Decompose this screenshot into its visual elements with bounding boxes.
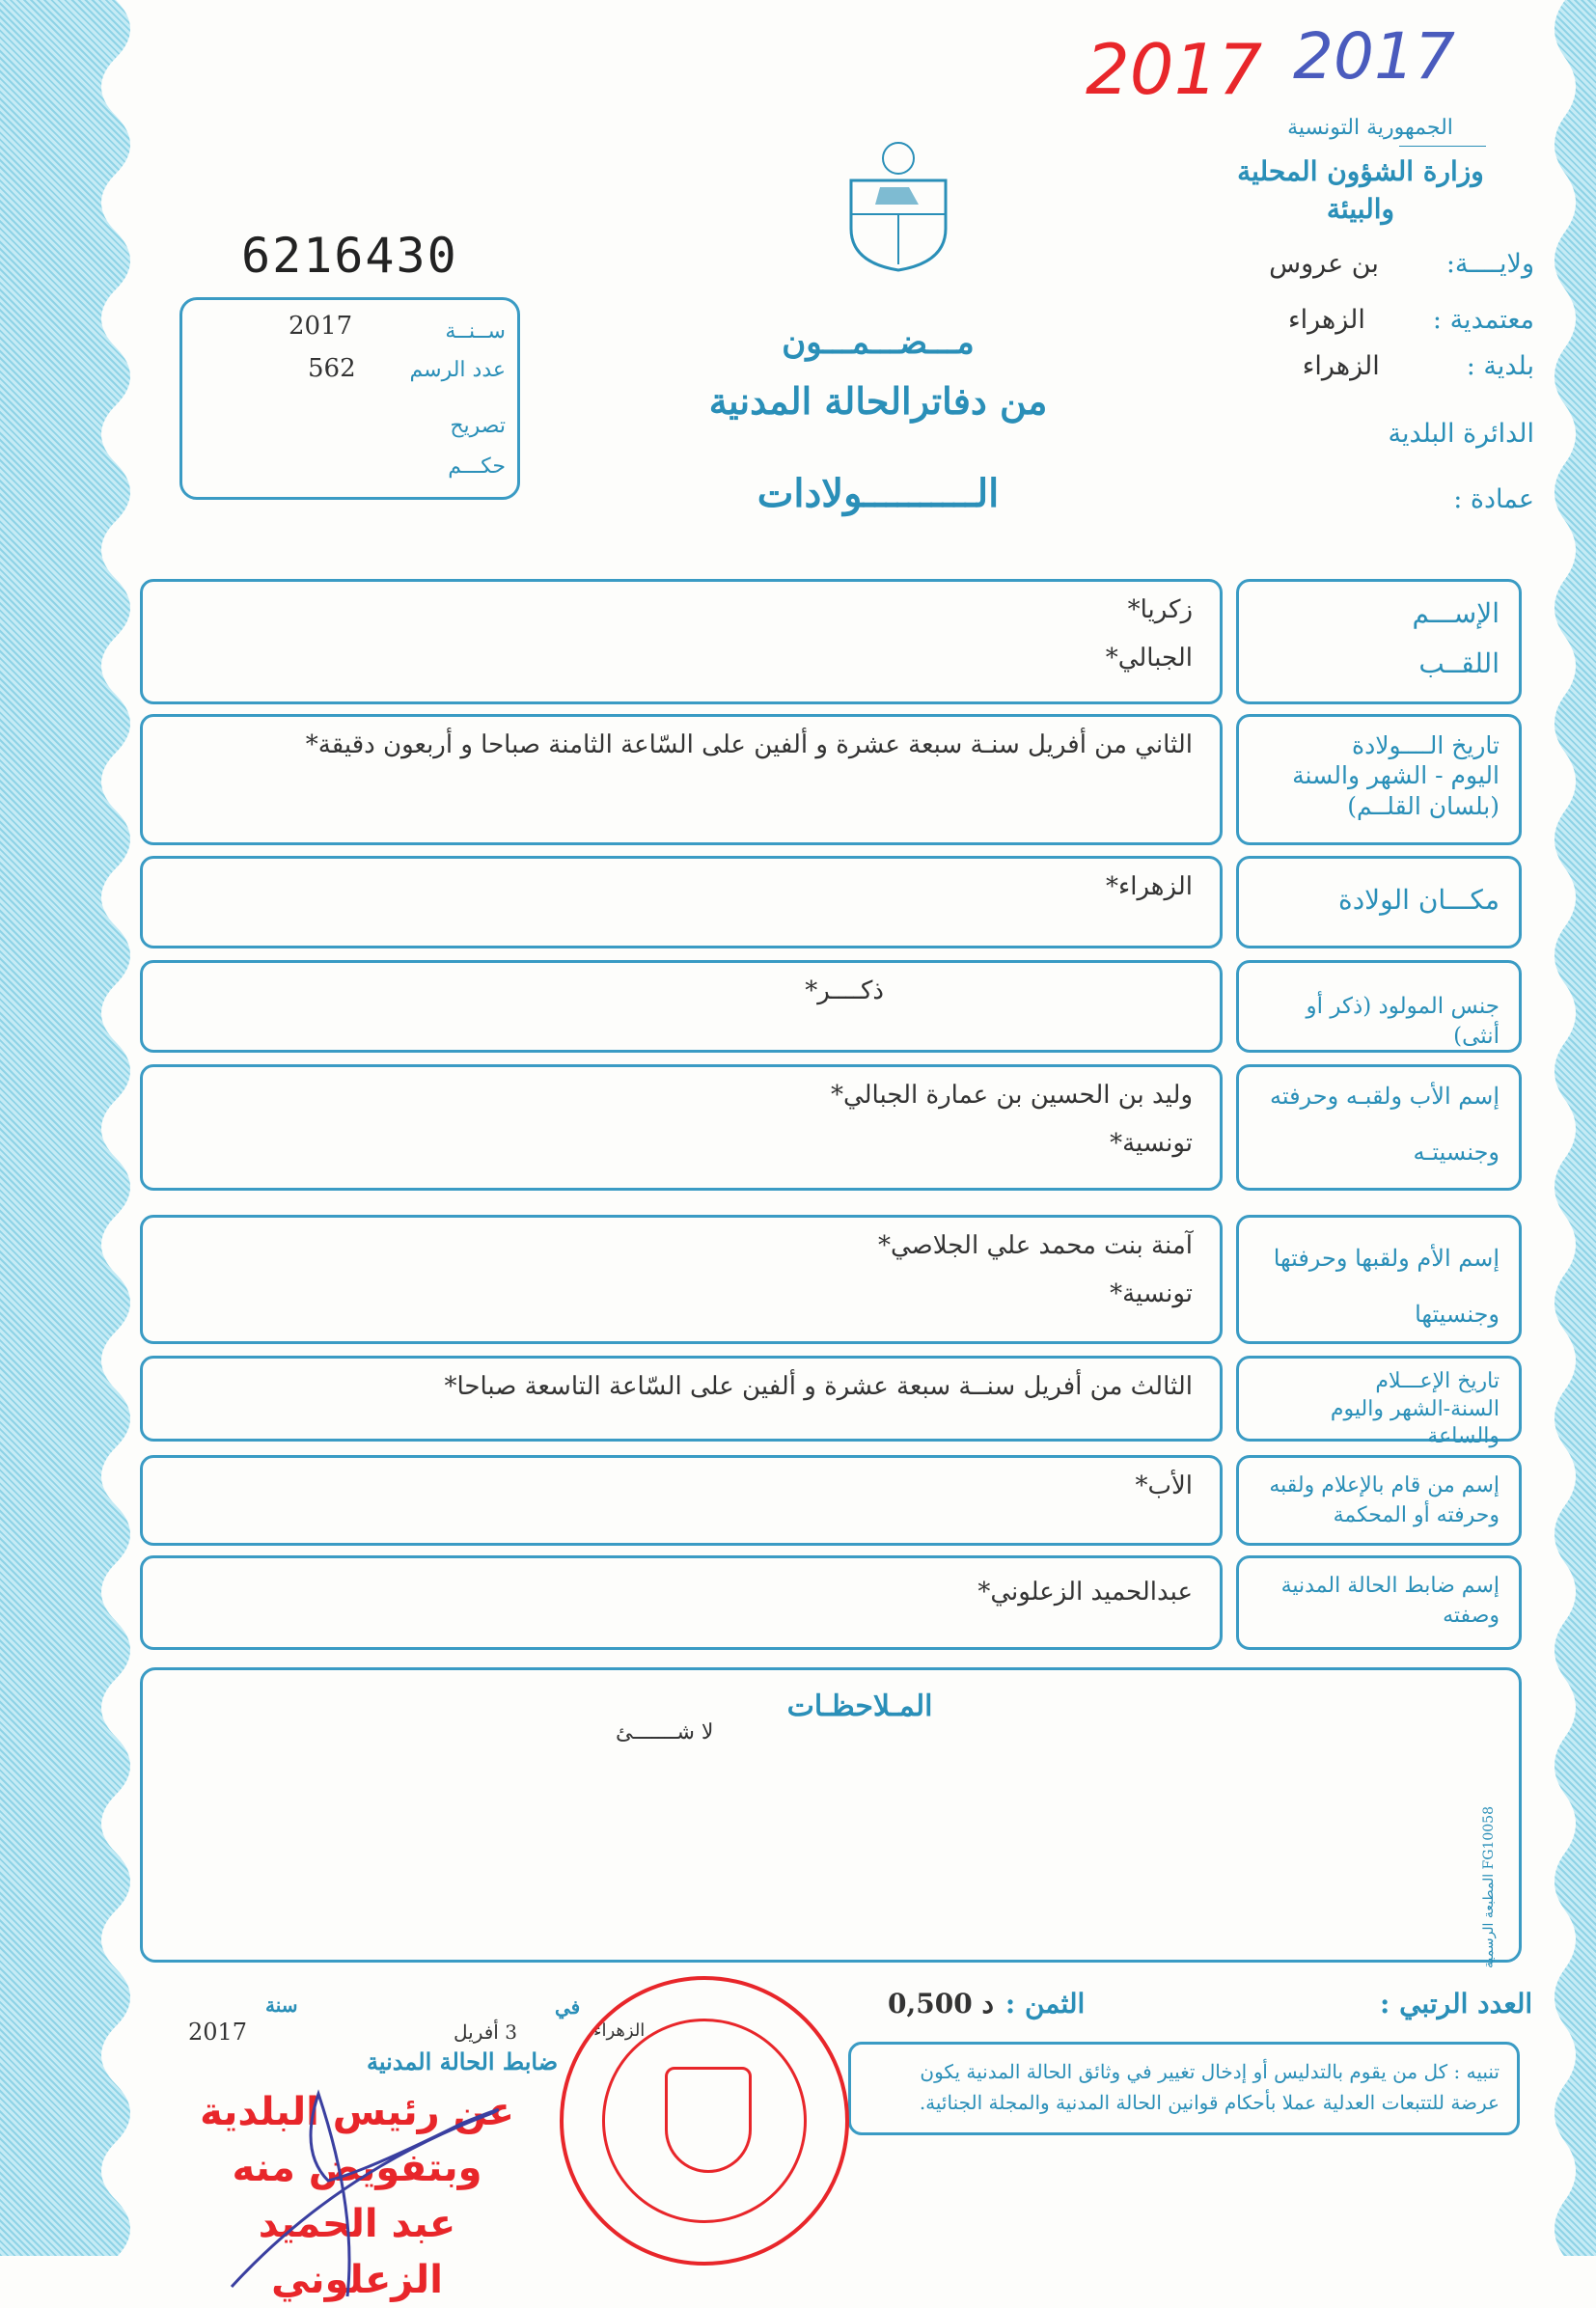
serial-number: 6216430 [241, 228, 458, 284]
father-value: وليد بن الحسين بن عمارة الجبالي* [830, 1081, 1193, 1110]
declarant-value: الأب* [1135, 1471, 1193, 1500]
coat-of-arms-icon [841, 137, 955, 272]
row-birth-place: الزهراء* مكـــان الولادة [140, 856, 1522, 948]
district-label: الدائرة البلدية [1388, 419, 1534, 449]
signature [222, 2055, 531, 2306]
remarks-box [140, 1667, 1522, 1963]
delegation-stamp: عن رئيس البلدية وبتفويض منه عبد الحميد الزعلوني [200, 2090, 514, 2302]
serial-label: العدد الرتبي : [1380, 1988, 1533, 2020]
mother-nationality: تونسية* [1110, 1279, 1193, 1308]
handwritten-year-red: 2017 [1086, 29, 1263, 110]
divider [1399, 146, 1486, 147]
act-number-value: 562 [308, 354, 356, 383]
declaration-label: تصريح [450, 414, 506, 438]
document-title: مـــضـــمـــون من دفاترالحالة المدنية الــــــــــولادات [708, 323, 1048, 516]
year-label-footer: سنة [265, 1993, 298, 2017]
father-nationality: تونسية* [1110, 1129, 1193, 1158]
header-right [1206, 116, 1544, 228]
judgment-label: حكـــم [448, 454, 506, 479]
year-value-footer: 2017 [188, 2019, 248, 2046]
remarks-value: لا شـــــــئ [616, 1720, 714, 1745]
row-name [140, 579, 1522, 704]
year-label: ســنــة [445, 319, 506, 343]
registration-box [179, 297, 520, 500]
delegation-label: معتمدية : [1432, 305, 1534, 335]
delegation-value: الزهراء [1287, 305, 1365, 335]
handwritten-year-blue: 2017 [1293, 19, 1455, 94]
price-label: الثمن : [1004, 1988, 1086, 2020]
printer-mark: المطبعة الرسمية FG10058 [1481, 1806, 1497, 1968]
remarks-title: المـلاحظـات [786, 1690, 933, 1723]
municipality-value: الزهراء [1302, 351, 1380, 381]
row-declarant: الأب* إسم من قام بالإعلام ولقبه وحرفته أو المحكمة [140, 1455, 1522, 1546]
mother-value: آمنة بنت محمد علي الجلاصي* [878, 1231, 1193, 1260]
in-label: في [555, 1995, 581, 2019]
row-declaration-date: الثالث من أفريل سنــة سبعة عشرة و ألفين على السّاعة التاسعة صباحا* تاريخ الإعـــلام السنة-الشهر واليوم والساعة [140, 1356, 1522, 1442]
birth-place-value: الزهراء* [1106, 872, 1193, 901]
ministry-name: وزارة الشؤون المحلية والبيئة [1237, 155, 1484, 226]
admin-info [1206, 249, 1534, 514]
year-value: 2017 [289, 312, 353, 341]
row-father: وليد بن الحسين بن عمارة الجبالي* تونسية* إسم الأب ولقبـه وحرفته وجنسيتـه [140, 1064, 1522, 1191]
officer-value: عبدالحميد الزعلوني* [977, 1578, 1193, 1607]
row-mother: آمنة بنت محمد علي الجلاصي* تونسية* إسم الأم ولقبها وحرفتها وجنسيتها [140, 1215, 1522, 1344]
price [888, 1988, 1085, 2020]
price-value: 0,500 د [888, 1988, 994, 2020]
date-value: 3 أفريل [454, 2020, 517, 2044]
right-security-border [1544, 0, 1596, 2256]
first-name-value: زكريا* [1127, 595, 1193, 624]
surname-value: الجبالي* [1105, 644, 1193, 673]
governorate-label: ولايــــة: [1445, 249, 1534, 279]
surname-label: اللقــب [1418, 646, 1500, 679]
left-security-border [0, 0, 145, 2256]
seal-emblem-icon [665, 2067, 752, 2173]
declaration-date-value: الثالث من أفريل سنــة سبعة عشرة و ألفين على السّاعة التاسعة صباحا* [444, 1372, 1193, 1401]
sector-label: عمادة : [1453, 484, 1534, 514]
governorate-value: بن عروس [1269, 249, 1379, 279]
municipal-seal [560, 1976, 849, 2266]
place-value: الزهراء [593, 2020, 646, 2041]
act-number-label: عدد الرسم [409, 358, 506, 382]
municipality-label: بلدية : [1466, 351, 1534, 381]
row-officer: عبدالحميد الزعلوني* إسم ضابط الحالة المدنية وصفته [140, 1555, 1522, 1650]
warning-notice: تنبيه : كل من يقوم بالتدليس أو إدخال تغيير في وثائق الحالة المدنية يكون عرضة للتتبعات العدلية عملا بأحكام قوانين الحالة المدنية والمجلة الجنائية. [848, 2042, 1520, 2135]
row-birth-date: الثاني من أفريل سنـة سبعة عشرة و ألفين على السّاعة الثامنة صباحا و أربعون دقيقة* تاريخ الــــولادة اليوم - الشهر والسنة (بلسان القلــم) [140, 714, 1522, 845]
officer-title: ضابط الحالة المدنية [367, 2047, 559, 2075]
first-name-label: الإســـم [1412, 597, 1500, 629]
row-sex: ذكــــر* جنس المولود (ذكر أو أنثى) [140, 960, 1522, 1053]
sex-value: ذكــــر* [805, 976, 884, 1005]
birth-date-value: الثاني من أفريل سنـة سبعة عشرة و ألفين على السّاعة الثامنة صباحا و أربعون دقيقة* [305, 730, 1193, 759]
republic-name: الجمهورية التونسية [1287, 116, 1453, 140]
